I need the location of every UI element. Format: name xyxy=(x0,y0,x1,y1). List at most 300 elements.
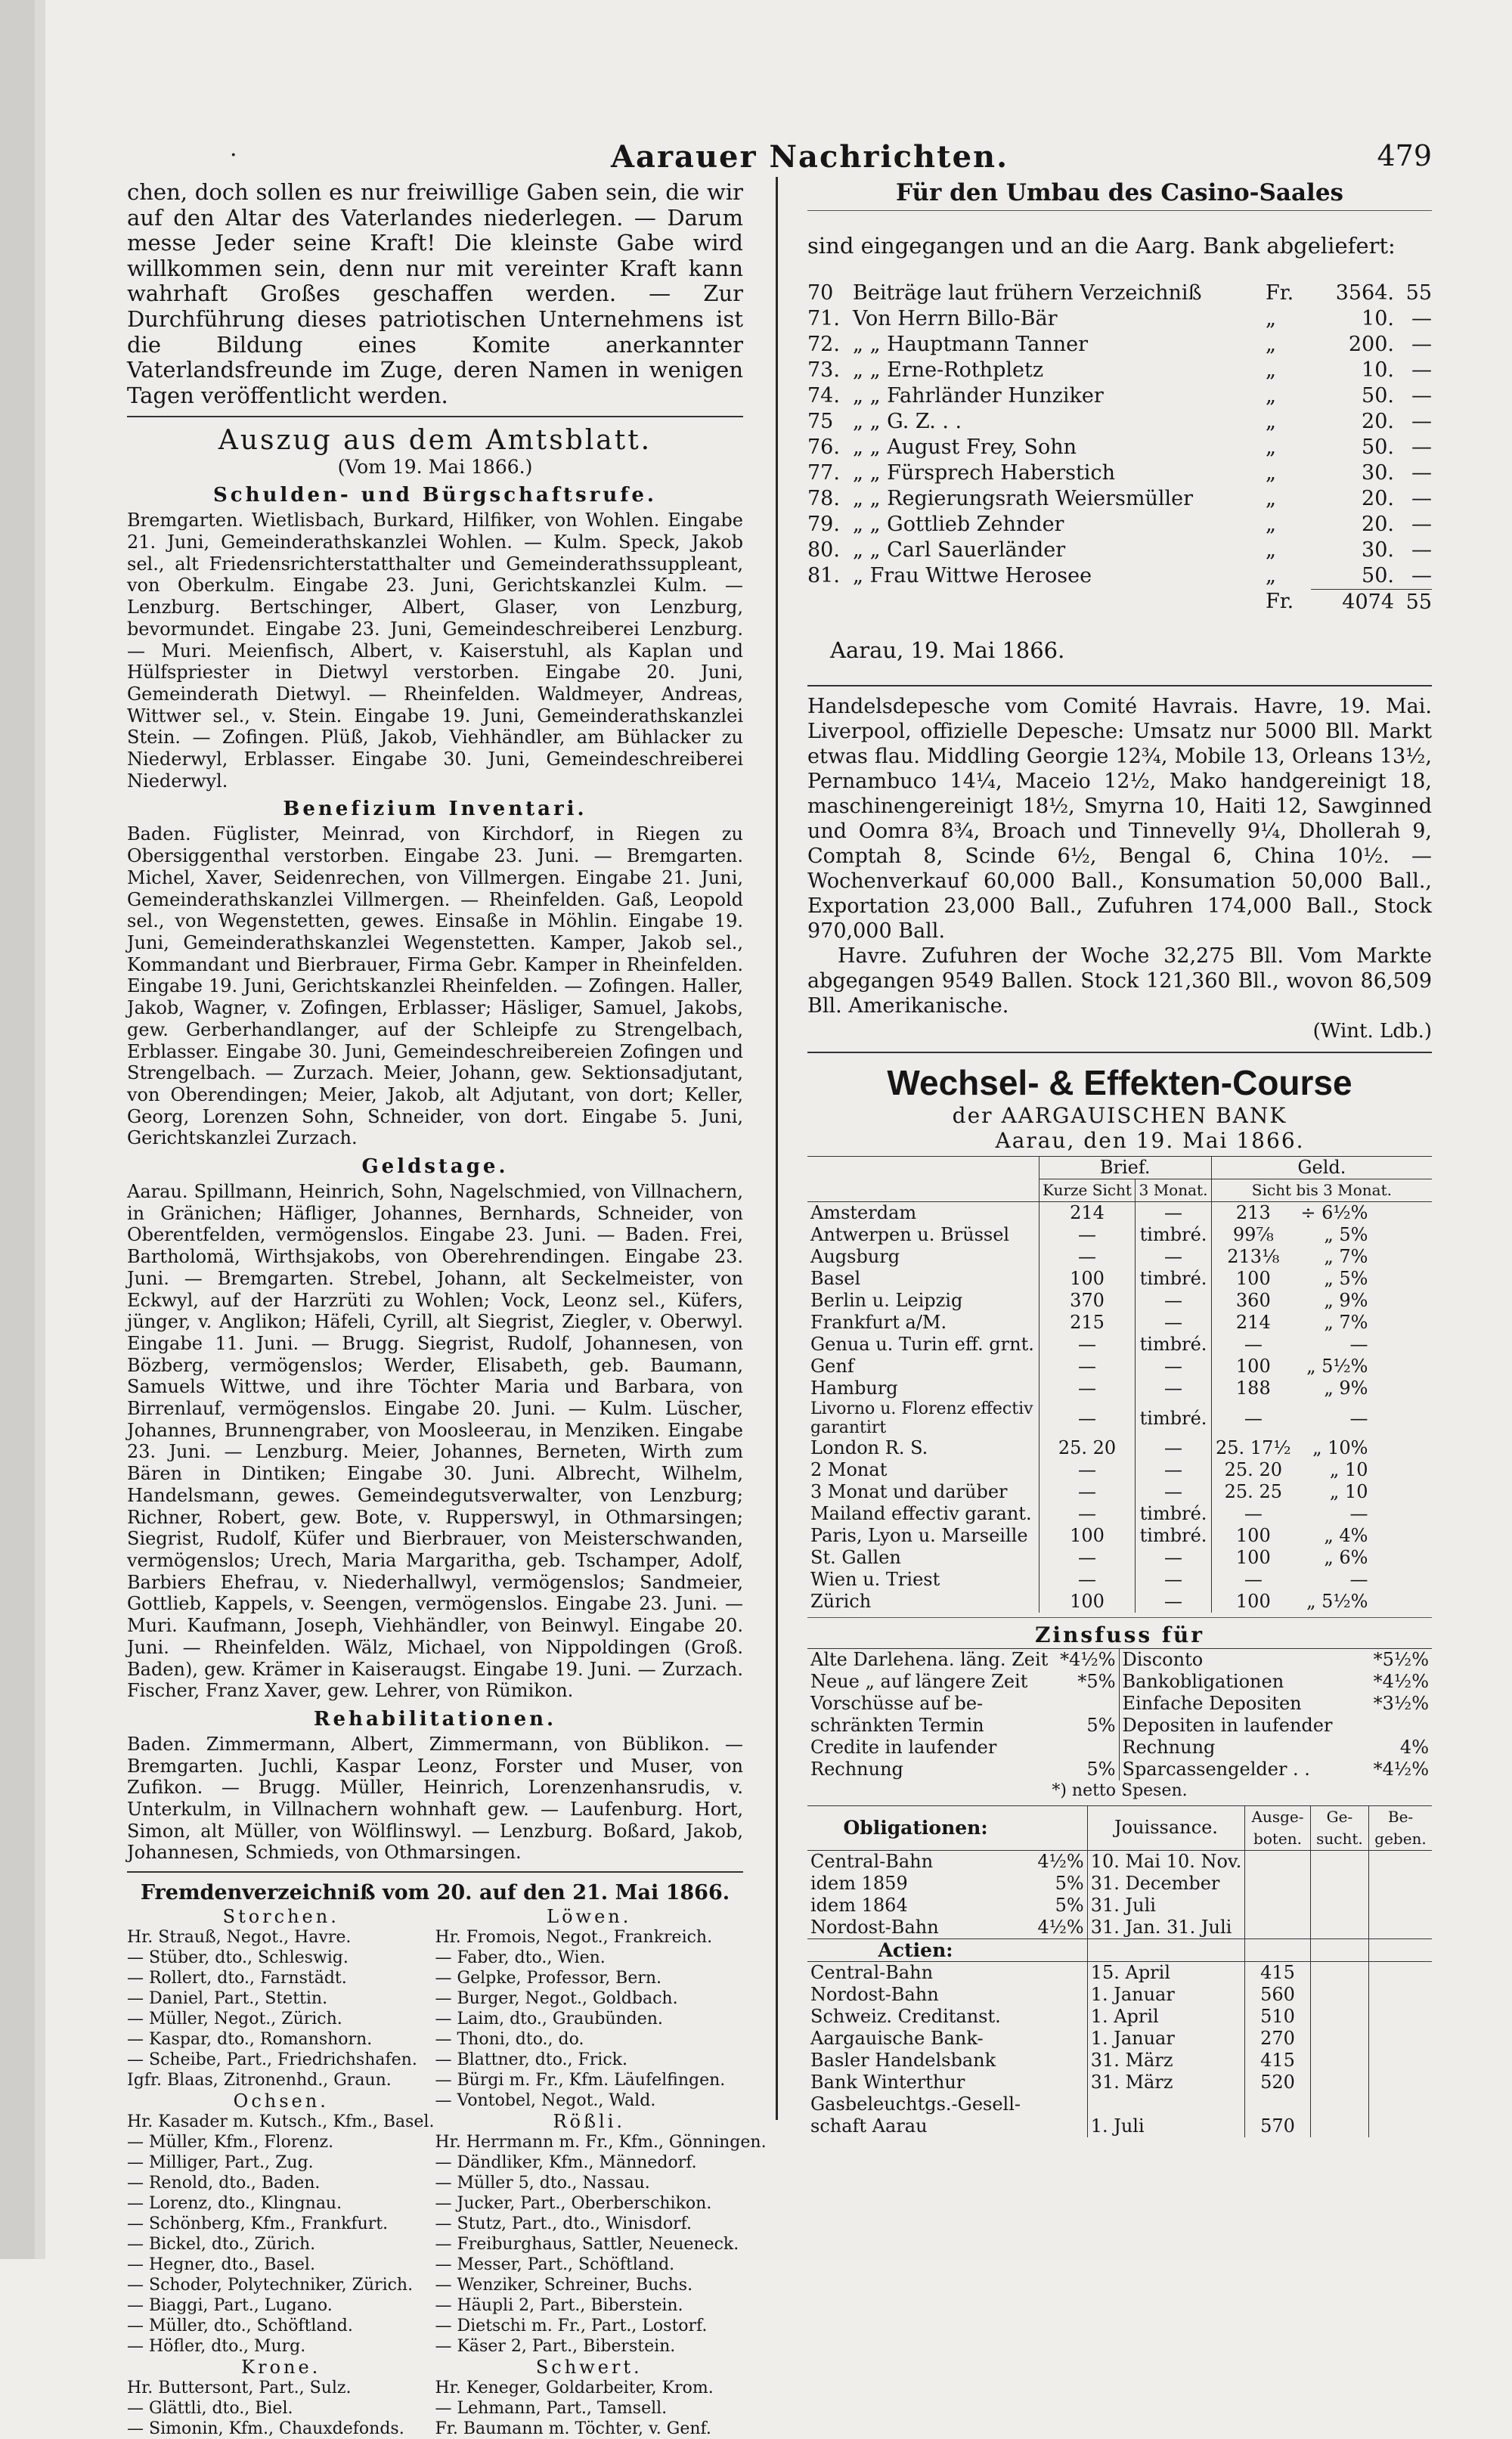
exchange-place: London R. S. xyxy=(810,1437,928,1458)
guest-entry: — Freiburghaus, Sattler, Neueneck. xyxy=(435,2235,739,2255)
exchange-row xyxy=(807,1481,1432,1503)
 xyxy=(1371,1290,1432,1312)
interest-type: Disconto xyxy=(1119,1649,1367,1672)
donation-cents: — xyxy=(1411,435,1432,459)
donation-cents: — xyxy=(1411,358,1432,382)
donation-number: 74. xyxy=(807,384,840,408)
geld-percent: „ 7% xyxy=(1324,1312,1368,1333)
geld-sicht: 25. 17½ xyxy=(1211,1437,1295,1459)
share-gesucht xyxy=(1310,2006,1368,2028)
donation-amount: 50. xyxy=(1362,384,1394,408)
hotel-name: Rößli. xyxy=(553,2111,626,2133)
 xyxy=(1024,2093,1087,2115)
share-name: Nordost-Bahn xyxy=(810,1983,939,2005)
page-gutter-inner xyxy=(35,0,45,2259)
currency: „ xyxy=(1266,435,1276,459)
donation-cents: — xyxy=(1411,538,1432,562)
section-text: Aarau. Spillmann, Heinrich, Sohn, Nagelschmied, von Villnachern, in Gränichen; Häfliger, Johannes, Bernhards, Schneider, von Oberentfelden, vermögenslos. Eingabe 23. Juni. — Baden. Frei, Bartholomä, Wirthsjakobs, von Oberehrendingen. Eingabe 23. Juni. — Bremgarten. Strebel, Johann, alt Seckelmeister, von Eckwyl, auf der Harzrüti zu Wohlen; Vock, Leonz sel., Küfers, jünger, v. Anglikon; Häfeli, Cyrill, alt Siegrist, Ziegler, v. Oberwyl. Eingabe 11. Juni. — Brugg. Siegrist, Rudolf, Johannesen, von Bözberg, vermögenslos; Werder, Elisabeth, geb. Baumann, Samuels Wittwe, und ihre Töchter Maria und Barbara, von Birrenlauf, vermögenslos. Eingabe 20. Juni. — Kulm. Lüscher, Johannes, Brunnengraber, von Moosleerau, in Menziken. Eingabe 23. Juni. — Lenzburg. Meier, Johannes, Berneten, Wirth zum Bären in Dintiken; Eingabe 30. Juni. Albrecht, Wilhelm, Handelsmann, gewes. Gemeindegutsverwalter, von Lenzburg; Richner, Robert, gew. Bote, v. Rupperswyl, in Othmarsingen; Siegrist, Rudolf, Küfer und Bierbrauer, von Meisterschwanden, vermögenslos; Urech, Maria Margaritha, geb. Tschamper, Adolf, Barbiers Ehefrau, v. Niederhallwyl, vermögenslos; Sandmeier, Gottlieb, Kappels, v. Seengen, vermögenslos. Eingabe 23. Juni. — Muri. Kaufmann, Joseph, Viehhändler, von Beinwyl. Eingabe 20. Juni. — Rheinfelden. Wälz, Michael, von Nippoldingen (Groß. Baden), gew. Krämer in Kaiseraugst. Eingabe 19. Juni. — Zurzach. Fischer, Franz Xaver, gew. Lehrer, von Rümikon. xyxy=(127,1181,743,1702)
geld-percent: „ 10% xyxy=(1312,1437,1368,1458)
guest-entry: — Stüber, dto., Schleswig. xyxy=(127,1948,349,1968)
section-text: Baden. Zimmermann, Albert, Zimmermann, von Büblikon. — Bremgarten. Juchli, Kaspar Leonz, Forster und Muser, von Zufikon. — Brugg. Müller, Heinrich, Lorenzenhansrudis, v. Unterkulm, in Villnachern wohnhaft gew. — Laufenburg. Hort, Simon, alt Müller, von Wölflinswyl. — Lenzburg. Boßard, Jakob, Johannesen, Schmieds, von Othmarsingen. xyxy=(127,1733,743,1864)
interest-note: *) netto Spesen. xyxy=(1052,1781,1188,1800)
share-row xyxy=(807,2028,1432,2050)
geld-sicht: 25. 25 xyxy=(1211,1481,1295,1503)
interest-type: schränkten Termin xyxy=(810,1715,984,1736)
guest-entry: Hr. Fromois, Negot., Frankreich. xyxy=(435,1928,713,1948)
brief-kurz: — xyxy=(1039,1246,1136,1268)
brief-3monat: — xyxy=(1136,1378,1211,1399)
 xyxy=(1371,1202,1432,1225)
exchange-row xyxy=(807,1378,1432,1399)
divider xyxy=(807,685,1432,686)
obligation-ausgeboten xyxy=(1245,1850,1311,1873)
exchange-place: Amsterdam xyxy=(810,1202,917,1223)
donor-name: „ „ Hauptmann Tanner xyxy=(853,333,1089,356)
exchange-place: Basel xyxy=(810,1268,861,1289)
section-title: Benefizium Inventari. xyxy=(283,798,587,821)
exchange-title: Wechsel- & Effekten-Course xyxy=(887,1063,1352,1102)
share-gesucht xyxy=(1310,1961,1368,1984)
currency: „ xyxy=(1266,307,1276,330)
share-row xyxy=(807,2115,1432,2137)
 xyxy=(1371,1547,1432,1569)
share-name: Central-Bahn xyxy=(810,1961,934,1983)
share-gesucht xyxy=(1310,2115,1368,2137)
interest-rate: *4½% xyxy=(1373,1671,1429,1692)
exchange-place: Berlin u. Leipzig xyxy=(810,1290,963,1311)
brief-kurz: — xyxy=(1039,1481,1136,1503)
guest-entry: — Thoni, dto., do. xyxy=(435,2030,584,2050)
exchange-place: Genf xyxy=(810,1356,854,1377)
brief-3monat: — xyxy=(1136,1356,1211,1378)
guest-entry: — Lehmann, Part., Tamsell. xyxy=(435,2399,668,2419)
brief-3monat: — xyxy=(1136,1591,1211,1613)
exchange-row xyxy=(807,1591,1432,1613)
interest-rate xyxy=(1051,1737,1119,1759)
guest-entry: — Gelpke, Professor, Bern. xyxy=(435,1969,662,1988)
donor-name: „ „ Fahrländer Hunziker xyxy=(853,384,1104,408)
exchange-row xyxy=(807,1356,1432,1378)
geld-percent: „ 5½% xyxy=(1306,1591,1368,1612)
interest-type: Neue „ auf längere Zeit xyxy=(810,1671,1028,1692)
currency: „ xyxy=(1266,538,1276,562)
donation-row xyxy=(807,563,1432,589)
guest-entry: — Müller 5, dto., Nassau. xyxy=(435,2174,650,2193)
exchange-row xyxy=(807,1202,1432,1225)
geld-percent: „ 4% xyxy=(1324,1525,1368,1546)
brief-3monat: — xyxy=(1136,1459,1211,1481)
interest-type: Sparcassengelder . . xyxy=(1119,1759,1367,1780)
exchange-place: Antwerpen u. Brüssel xyxy=(810,1224,1010,1245)
exchange-place: Livorno u. Florenz effectiv garantirt xyxy=(810,1399,1033,1437)
guest-entry: — Stutz, Part., dto., Winisdorf. xyxy=(435,2214,692,2234)
currency: „ xyxy=(1266,333,1276,356)
guest-entry: — Scheibe, Part., Friedrichshafen. xyxy=(127,2050,417,2070)
interest-type: Bankobligationen xyxy=(1119,1671,1367,1693)
share-gesucht xyxy=(1310,2028,1368,2050)
brief-3monat: timbré. xyxy=(1136,1224,1211,1246)
brief-kurz: — xyxy=(1039,1399,1136,1437)
brief-3monat: — xyxy=(1136,1437,1211,1459)
 xyxy=(1371,1356,1432,1378)
geld-header: Geld. xyxy=(1211,1157,1432,1179)
donation-cents: — xyxy=(1411,564,1432,587)
obligation-row xyxy=(807,1850,1432,1873)
currency: „ xyxy=(1266,358,1276,382)
geld-percent: ÷ 6½% xyxy=(1300,1202,1368,1223)
exchange-table xyxy=(807,1156,1432,1613)
donor-name: Beiträge laut frühern Verzeichniß xyxy=(853,281,1202,305)
guest-column-left xyxy=(127,1906,435,2439)
obligation-gesucht xyxy=(1310,1895,1368,1917)
jouissance-header: Jouissance. xyxy=(1087,1805,1245,1850)
guest-entry: — Schönberg, Kfm., Frankfurt. xyxy=(127,2214,389,2234)
currency: „ xyxy=(1266,487,1276,510)
hotel-name: Ochsen. xyxy=(233,2090,329,2112)
section-title: Schulden- und Bürgschaftsrufe. xyxy=(213,484,657,507)
geld-percent: — xyxy=(1349,1407,1368,1429)
exchange-place: Frankfurt a/M. xyxy=(810,1312,947,1333)
divider xyxy=(127,1871,743,1873)
geld-percent: „ 10 xyxy=(1329,1459,1368,1480)
share-value: 270 xyxy=(1245,2028,1311,2050)
guest-entry: — Jucker, Part., Oberberschikon. xyxy=(435,2194,712,2214)
page-gutter xyxy=(0,0,35,2259)
donation-cents: — xyxy=(1411,513,1432,536)
brief-kurz: 214 xyxy=(1039,1202,1136,1225)
guest-entry: — Käser 2, Part., Biberstein. xyxy=(435,2337,676,2357)
share-name: Aargauische Bank- xyxy=(810,2027,984,2049)
share-name: Basler Handelsbank xyxy=(810,2049,996,2071)
donation-amount: 30. xyxy=(1362,461,1394,485)
donor-name: „ „ Gottlieb Zehnder xyxy=(853,513,1064,536)
geld-sicht: 100 xyxy=(1211,1356,1295,1378)
 xyxy=(1371,1569,1432,1591)
guest-entry: Hr. Buttersont, Part., Sulz. xyxy=(127,2379,352,2398)
guest-entry: Igfr. Blaas, Zitronenhd., Graun. xyxy=(127,2071,392,2090)
total-cents: 55 xyxy=(1394,589,1432,615)
donation-row xyxy=(807,383,1432,409)
interest-row xyxy=(807,1649,1432,1672)
geld-sicht: 100 xyxy=(1211,1268,1295,1290)
obligation-rate: 4½% xyxy=(1037,1916,1084,1938)
share-jouissance: 1. Januar xyxy=(1087,2028,1245,2050)
brief-kurz: — xyxy=(1039,1356,1136,1378)
geld-percent: — xyxy=(1349,1569,1368,1590)
obligation-rate: 4½% xyxy=(1037,1850,1084,1872)
share-jouissance: 1. April xyxy=(1087,2006,1245,2028)
donation-row xyxy=(807,409,1432,435)
 xyxy=(1371,1246,1432,1268)
interest-type: Credite in laufender xyxy=(810,1737,997,1758)
donation-amount: 20. xyxy=(1362,410,1394,433)
obligations-title: Obligationen: xyxy=(843,1817,988,1839)
 xyxy=(1024,1984,1087,2006)
casino-total-row xyxy=(807,589,1432,615)
guest-entry: — Daniel, Part., Stettin. xyxy=(127,1989,328,2009)
exchange-subtitle: der AARGAUISCHEN BANK xyxy=(952,1103,1287,1128)
 xyxy=(1371,1459,1432,1481)
donation-row xyxy=(807,538,1432,563)
guest-entry: — Simonin, Kfm., Chauxdefonds. xyxy=(127,2419,404,2439)
divider xyxy=(127,416,743,417)
donation-cents: — xyxy=(1411,461,1432,485)
interest-rate: *5% xyxy=(1077,1671,1116,1692)
exchange-row xyxy=(807,1268,1432,1290)
actien-title: Actien: xyxy=(878,1938,953,1961)
donor-name: „ „ Erne-Rothpletz xyxy=(853,358,1044,382)
guest-entry: — Rollert, dto., Farnstädt. xyxy=(127,1969,347,1988)
share-jouissance: 15. April xyxy=(1087,1961,1245,1984)
guest-entry: Fr. Baumann m. Töchter, v. Genf. xyxy=(435,2419,711,2439)
interest-rate: 5% xyxy=(1086,1759,1116,1780)
casino-donation-list xyxy=(807,280,1432,589)
donation-number: 78. xyxy=(807,487,840,510)
obligation-jouissance: 31. Juli xyxy=(1087,1895,1245,1917)
obligation-row xyxy=(807,1895,1432,1917)
page-number: 479 xyxy=(1377,139,1432,172)
guest-entry: — Müller, dto., Schöftland. xyxy=(127,2317,353,2336)
obligation-row xyxy=(807,1873,1432,1895)
exchange-row xyxy=(807,1290,1432,1312)
obligation-gesucht xyxy=(1310,1850,1368,1873)
brief-3monat: — xyxy=(1136,1290,1211,1312)
donation-cents: — xyxy=(1411,487,1432,510)
donation-amount: 10. xyxy=(1362,358,1394,382)
donation-amount: 50. xyxy=(1362,564,1394,587)
brief-kurz: 100 xyxy=(1039,1591,1136,1613)
header-dot: · xyxy=(230,142,237,169)
share-jouissance: 1. Januar xyxy=(1087,1984,1245,2006)
donation-number: 70 xyxy=(807,281,834,305)
brief-kurz: — xyxy=(1039,1547,1136,1569)
havre-report: Handelsdepesche vom Comité Havrais. Havre, 19. Mai. Liverpool, offizielle Depesche: Umsatz nur 5000 Bll. Markt etwas flau. Middling Georgie 12¾, Mobile 13, Orleans 13½, Pernambuco 14¼, Maceio 12½, Mako handgereinigt 18, maschinengereinigt 18½, Smyrna 10, Haiti 12, Sawginned und Oomra 8¾, Broach und Tinnevelly 9¼, Dhollerah 9, Comptah 8, Scinde 6½, Bengal 6, China 10½. — Wochenverkauf 60,000 Ball., Konsumation 50,000 Ball., Exportation 23,000 Ball., Zufuhren 174,000 Ball., Stock 970,000 Ball. xyxy=(807,695,1432,943)
share-begeben xyxy=(1369,2028,1432,2050)
obligation-name: idem 1864 xyxy=(810,1894,908,1916)
geld-percent: „ 7% xyxy=(1324,1246,1368,1267)
obligation-name: Central-Bahn xyxy=(810,1850,934,1872)
 xyxy=(1024,2028,1087,2050)
hotel-name: Löwen. xyxy=(547,1906,632,1928)
exchange-place: Genua u. Turin eff. grnt. xyxy=(810,1334,1034,1355)
guest-entry: — Wenziker, Schreiner, Buchs. xyxy=(435,2276,693,2295)
casino-date: Aarau, 19. Mai 1866. xyxy=(830,637,1065,663)
guest-entry: — Häupli 2, Part., Biberstein. xyxy=(435,2296,683,2316)
exchange-place: 3 Monat und darüber xyxy=(810,1481,1008,1502)
donation-amount: 3564. xyxy=(1335,281,1394,305)
exchange-place: 2 Monat xyxy=(810,1459,888,1480)
exchange-place: Augsburg xyxy=(810,1246,900,1267)
share-gesucht xyxy=(1310,1984,1368,2006)
share-jouissance: 31. März xyxy=(1087,2050,1245,2072)
obligation-gesucht xyxy=(1310,1917,1368,1939)
donor-name: „ „ Fürsprech Haberstich xyxy=(853,461,1115,485)
 xyxy=(1371,1334,1432,1356)
donor-name: Von Herrn Billo-Bär xyxy=(853,307,1058,330)
geld-sicht: — xyxy=(1211,1334,1295,1356)
guest-entry: — Blattner, dto., Frick. xyxy=(435,2050,627,2070)
geld-percent: „ 9% xyxy=(1324,1290,1368,1311)
exchange-row xyxy=(807,1224,1432,1246)
kurz-header: Kurze Sicht xyxy=(1039,1179,1136,1202)
donor-name: „ Frau Wittwe Herosee xyxy=(853,564,1092,587)
guest-column-right xyxy=(435,1906,767,2439)
exchange-place: Hamburg xyxy=(810,1378,898,1399)
obligation-gesucht xyxy=(1310,1873,1368,1895)
interest-type: Einfache Depositen xyxy=(1119,1693,1367,1715)
share-row xyxy=(807,1984,1432,2006)
donation-row xyxy=(807,306,1432,332)
donation-number: 72. xyxy=(807,333,840,356)
guest-entry: — Renold, dto., Baden. xyxy=(127,2174,321,2193)
geld-percent: „ 10 xyxy=(1329,1481,1368,1502)
brief-kurz: 100 xyxy=(1039,1268,1136,1290)
geld-percent: — xyxy=(1349,1503,1368,1524)
donation-amount: 10. xyxy=(1362,307,1394,330)
interest-rate: *4½% xyxy=(1060,1649,1116,1670)
obligation-begeben xyxy=(1369,1917,1432,1939)
brief-kurz: 25. 20 xyxy=(1039,1437,1136,1459)
section-text: Bremgarten. Wietlisbach, Burkard, Hilfiker, von Wohlen. Eingabe 21. Juni, Gemeinderathskanzlei Wohlen. — Kulm. Speck, Jakob sel., alt Friedensrichterstatthalter und Gemeinderathssuppleant, von Oberkulm. Eingabe 23. Juni, Gerichtskanzlei Kulm. — Lenzburg. Bertschinger, Albert, Glaser, von Lenzburg, bevormundet. Eingabe 23. Juni, Gemeindeschreiberei Lenzburg. — Muri. Meienfisch, Albert, v. Kaiserstuhl, als Kaplan und Hülfspriester in Dietwyl verstorben. Eingabe 20. Juni, Gemeinderath Dietwyl. — Rheinfelden. Waldmeyer, Andreas, Wittwer sel., v. Stein. Eingabe 19. Juni, Gemeinderathskanzlei Stein. — Zofingen. Plüß, Jakob, Viehhändler, am Bühlacker zu Niederwyl, Erblasser. Eingabe 30. Juni, Gemeindeschreiberei Niederwyl. xyxy=(127,510,743,792)
guest-entry: — Milliger, Part., Zug. xyxy=(127,2153,314,2173)
share-row xyxy=(807,2093,1432,2115)
brief-kurz: — xyxy=(1039,1459,1136,1481)
 xyxy=(1024,2072,1087,2093)
brief-3monat: timbré. xyxy=(1136,1503,1211,1525)
donor-name: „ „ G. Z. . . xyxy=(853,410,962,433)
left-column xyxy=(127,179,767,2439)
interest-row xyxy=(807,1693,1432,1715)
currency: Fr. xyxy=(1266,281,1294,305)
interest-type: Depositen in laufender xyxy=(1119,1715,1367,1737)
donation-row xyxy=(807,512,1432,538)
brief-kurz: — xyxy=(1039,1224,1136,1246)
guest-entry: Hr. Strauß, Negot., Havre. xyxy=(127,1928,352,1948)
 xyxy=(1024,2006,1087,2028)
donation-number: 81. xyxy=(807,564,840,587)
newspaper-title: Aarauer Nachrichten. xyxy=(611,139,1009,175)
guest-entry: Hr. Herrmann m. Fr., Kfm., Gönningen. xyxy=(435,2133,767,2152)
donation-number: 73. xyxy=(807,358,840,382)
obligation-rate: 5% xyxy=(1055,1872,1084,1894)
share-begeben xyxy=(1369,2006,1432,2028)
share-name: Bank Winterthur xyxy=(810,2071,965,2093)
guest-entry: — Laim, dto., Graubünden. xyxy=(435,2010,663,2029)
interest-type: Rechnung xyxy=(810,1759,903,1780)
donation-amount: 200. xyxy=(1348,333,1394,356)
guest-entry: — Müller, Negot., Zürich. xyxy=(127,2010,342,2029)
donation-number: 77. xyxy=(807,461,840,485)
obligation-jouissance: 10. Mai 10. Nov. xyxy=(1087,1850,1245,1873)
geld-percent: „ 5% xyxy=(1324,1224,1368,1245)
page-header xyxy=(127,139,1432,178)
interest-row xyxy=(807,1715,1432,1737)
interest-row xyxy=(807,1737,1432,1759)
 xyxy=(1371,1525,1432,1547)
exchange-row xyxy=(807,1459,1432,1481)
obligation-name: idem 1859 xyxy=(810,1872,908,1894)
brief-3monat: — xyxy=(1136,1569,1211,1591)
guest-entry: — Lorenz, dto., Klingnau. xyxy=(127,2194,342,2214)
guest-entry: — Faber, dto., Wien. xyxy=(435,1948,606,1968)
exchange-row xyxy=(807,1399,1432,1437)
hotel-name: Krone. xyxy=(241,2357,321,2379)
share-begeben xyxy=(1369,2093,1432,2115)
donation-number: 80. xyxy=(807,538,840,562)
donor-name: „ „ August Frey, Sohn xyxy=(853,435,1077,459)
interest-rate xyxy=(1367,1715,1432,1737)
brief-3monat: — xyxy=(1136,1547,1211,1569)
currency: Fr. xyxy=(1266,590,1294,613)
donation-cents: — xyxy=(1411,333,1432,356)
brief-kurz: 100 xyxy=(1039,1525,1136,1547)
share-value xyxy=(1245,2093,1311,2115)
 xyxy=(1371,1481,1432,1503)
share-row xyxy=(807,2050,1432,2072)
guest-entry: — Höfler, dto., Murg. xyxy=(127,2337,306,2357)
exchange-row xyxy=(807,1334,1432,1356)
guest-entry: — Glättli, dto., Biel. xyxy=(127,2399,293,2419)
donation-row xyxy=(807,280,1432,306)
share-jouissance xyxy=(1087,2093,1245,2115)
divider xyxy=(807,210,1432,211)
share-value: 570 xyxy=(1245,2115,1311,2137)
share-value: 415 xyxy=(1245,2050,1311,2072)
obligation-jouissance: 31. December xyxy=(1087,1873,1245,1895)
exchange-row xyxy=(807,1437,1432,1459)
geld-percent: „ 6% xyxy=(1324,1547,1368,1568)
hotel-name: Schwert. xyxy=(535,2357,643,2379)
guest-entry: Hr. Keneger, Goldarbeiter, Krom. xyxy=(435,2379,714,2398)
donor-name: „ „ Regierungsrath Weiersmüller xyxy=(853,487,1194,510)
geld-sicht: 214 xyxy=(1211,1312,1295,1334)
interest-type: Alte Darlehena. läng. Zeit xyxy=(810,1649,1049,1670)
hotel-name: Storchen. xyxy=(222,1906,339,1928)
interest-rate xyxy=(1051,1693,1119,1715)
interest-type: Vorschüsse auf be- xyxy=(810,1693,984,1714)
interest-rate: *3½% xyxy=(1373,1693,1429,1714)
interest-rate: *4½% xyxy=(1373,1759,1429,1780)
brief-kurz: — xyxy=(1039,1378,1136,1399)
brief-kurz: — xyxy=(1039,1569,1136,1591)
exchange-rows xyxy=(807,1202,1432,1613)
obligation-begeben xyxy=(1369,1895,1432,1917)
guest-entry: — Burger, Negot., Goldbach. xyxy=(435,1989,678,2009)
brief-3monat: timbré. xyxy=(1136,1334,1211,1356)
geld-sicht: — xyxy=(1211,1399,1295,1437)
brief-3monat: timbré. xyxy=(1136,1268,1211,1290)
donation-amount: 50. xyxy=(1362,435,1394,459)
share-value: 560 xyxy=(1245,1984,1311,2006)
geld-sicht: 188 xyxy=(1211,1378,1295,1399)
donation-row xyxy=(807,460,1432,486)
donation-amount: 20. xyxy=(1362,513,1394,536)
geld-sicht: 360 xyxy=(1211,1290,1295,1312)
exchange-place: Mailand effectiv garant. xyxy=(810,1503,1032,1524)
interest-type: Rechnung xyxy=(1119,1737,1367,1759)
donation-cents: — xyxy=(1411,384,1432,408)
 xyxy=(1371,1378,1432,1399)
donation-cents: — xyxy=(1411,307,1432,330)
section-title: Rehabilitationen. xyxy=(313,1707,557,1731)
 xyxy=(1371,1268,1432,1290)
obligation-rate: 5% xyxy=(1055,1894,1084,1916)
section-text: Baden. Füglister, Meinrad, von Kirchdorf, in Riegen zu Obersiggenthal verstorben. Eingabe 23. Juni. — Bremgarten. Michel, Xaver, Seidenrechen, von Villmergen. Eingabe 21. Juni, Gemeinderathskanzlei Villmergen. — Rheinfelden. Gaß, Leopold sel., von Wegenstetten, gewes. Einsaße in Möhlin. Eingabe 19. Juni, Gemeinderathskanzlei Wegenstetten. Kamper, Jakob sel., Kommandant und Bierbrauer, Firma Gebr. Kamper in Rheinfelden. Eingabe 19. Juni, Gerichtskanzlei Rheinfelden. — Zofingen. Haller, Jakob, Wagner, v. Zofingen, Erblasser; Häsliger, Samuel, Jakobs, gew. Gerberhandlanger, auf der Schleipfe zu Strengelbach, Erblasser. Eingabe 30. Juni, Gemeindeschreibereien Zofingen und Strengelbach. — Zurzach. Meier, Johann, gew. Sektionsadjutant, von Oberendingen; Meier, Jakob, alt Adjutant, von dort; Keller, Georg, Lorenzen Sohn, Schneider, von dort. Eingabe 5. Juni, Gerichtskanzlei Zurzach. xyxy=(127,823,743,1149)
guest-list-title: Fremdenverzeichniß vom 20. auf den 21. Mai 1866. xyxy=(140,1881,730,1905)
share-value: 510 xyxy=(1245,2006,1311,2028)
obligations-table xyxy=(807,1805,1432,2137)
 xyxy=(1024,1961,1087,1984)
